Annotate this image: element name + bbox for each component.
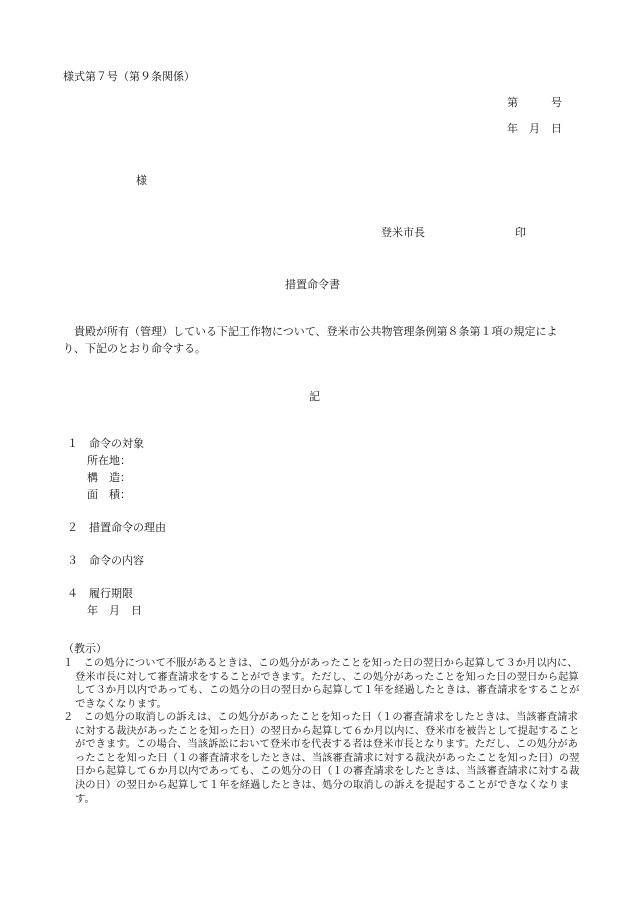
deadline-date: 年 月 日: [87, 604, 142, 617]
notice-item-1: １ この処分について不服があるときは、この処分があったことを知った日の翌日から起算して３か月以内に、登米市長に対して審査請求をすることができます。ただし、この処分があったことを知った日の翌日から起算して３か月以内であっても、この処分の日の翌日から起算して１年を経過したときは、審査請求をすることができなくなります。: [63, 657, 580, 710]
addressee: 様: [136, 174, 147, 187]
item-deadline-heading: ４ 履行期限: [67, 587, 133, 600]
notice-item-2: ２ この処分の取消しの訴えは、この処分があったことを知った日（１の審査請求をしたときは、当該審査請求に対する裁決があったことを知った日）の翌日から起算して６か月以内に、登米市を被告として提起することができます。この場合、当該訴訟において登米市を代表する者は登米市長となります。ただし、この処分があったことを知った日（１の審査請求をしたときは、当該審査請求に対する裁決があったことを知った日）の翌日から起算して６か月以内であっても、この処分の日（１の審査請求をしたときは、当該審査請求に対する裁決の日）の翌日から起算して１年を経過したときは、処分の取消しの訴えを提起することができなくなります。: [63, 711, 580, 805]
document-number: 第 号: [507, 96, 562, 109]
document-title: 措置命令書: [285, 278, 340, 291]
issue-date: 年 月 日: [507, 122, 562, 135]
target-structure: 構 造：: [87, 471, 131, 484]
form-id: 様式第７号（第９条関係）: [63, 70, 195, 83]
target-area: 面 積：: [87, 488, 131, 501]
target-location: 所在地：: [87, 454, 131, 467]
item-content-heading: ３ 命令の内容: [67, 554, 144, 567]
notice-heading: （教示）: [63, 642, 107, 655]
seal-mark: 印: [515, 226, 526, 239]
issuer: 登米市長: [381, 226, 425, 239]
intro-paragraph: 貴殿が所有（管理）している下記工作物について、登米市公共物管理条例第８条第１項の規定により、下記のとおり命令する。: [63, 325, 558, 355]
ki-heading: 記: [309, 390, 320, 403]
item-reason-heading: ２ 措置命令の理由: [67, 521, 166, 534]
item-target-heading: １ 命令の対象: [67, 437, 144, 450]
